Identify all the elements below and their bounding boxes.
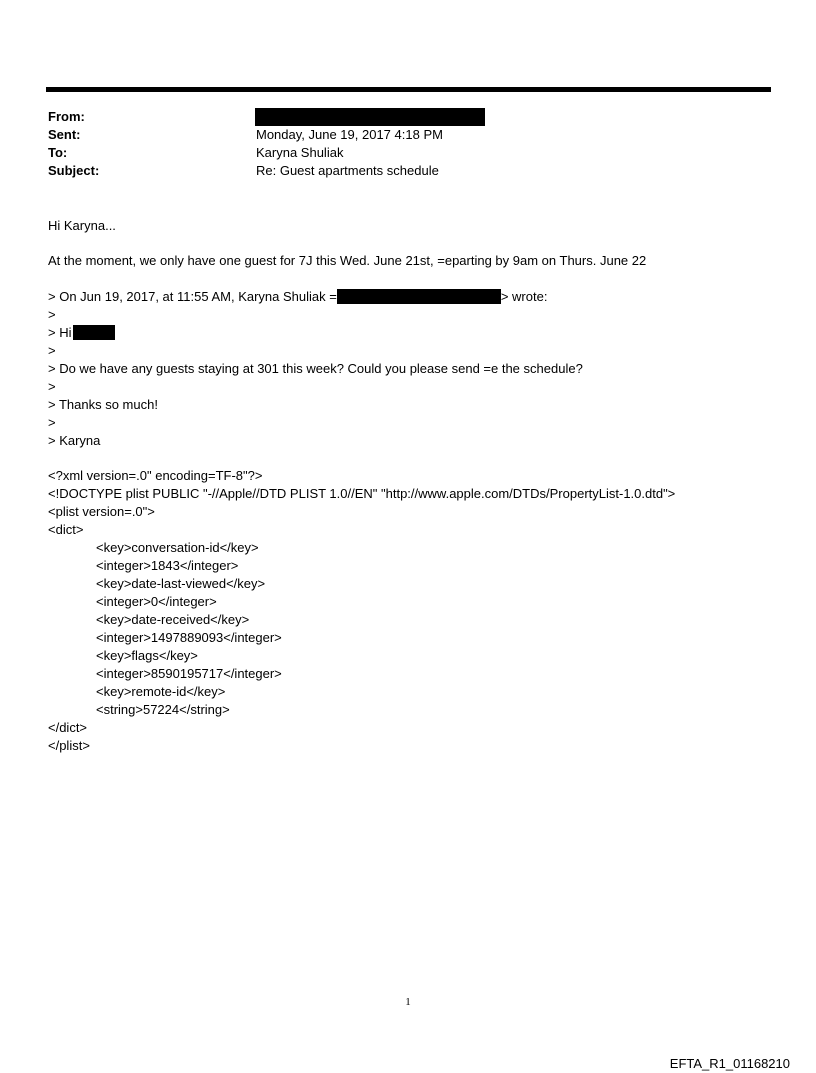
plist-entry: <integer>8590195717</integer> (96, 666, 282, 681)
quote-blank-1: > (48, 307, 56, 322)
quote-thanks: > Thanks so much! (48, 397, 158, 412)
page-number: 1 (405, 996, 411, 1008)
message-text: At the moment, we only have one guest for 7J this Wed. June 21st, =eparting by 9am on Thurs. June 22 (48, 253, 647, 268)
quote-intro (48, 289, 547, 305)
plist-entry: <key>date-received</key> (96, 612, 250, 627)
plist-entry: <integer>0</integer> (96, 594, 217, 609)
redacted-from-address (255, 108, 485, 126)
plist-close-tag: </plist> (48, 738, 90, 753)
plist-doctype: <!DOCTYPE plist PUBLIC "-//Apple//DTD PLIST 1.0//EN" "http://www.apple.com/DTDs/PropertyList-1.0.dtd"> (48, 486, 676, 501)
quote-hi-text: > Hi (48, 325, 72, 340)
quote-blank-3: > (48, 379, 56, 394)
plist-entry: <key>remote-id</key> (96, 684, 226, 699)
plist-entry: <integer>1497889093</integer> (96, 630, 282, 645)
to-value: Karyna Shuliak (256, 145, 344, 160)
dict-close-tag: </dict> (48, 720, 88, 735)
plist-xml-declaration: <?xml version=.0" encoding=TF-8"?> (48, 468, 263, 483)
quote-sign: > Karyna (48, 433, 101, 448)
quote-question: > Do we have any guests staying at 301 this week? Could you please send =e the schedule? (48, 361, 583, 376)
redacted-email-address (337, 289, 501, 304)
plist-entry: <key>date-last-viewed</key> (96, 576, 266, 591)
dict-open-tag: <dict> (48, 522, 84, 537)
quote-blank-2: > (48, 343, 56, 358)
quote-intro-before: > On Jun 19, 2017, at 11:55 AM, Karyna Shuliak = (48, 289, 337, 304)
document-id: EFTA_R1_01168210 (669, 1056, 790, 1071)
plist-entry: <string>57224</string> (96, 702, 230, 717)
quote-intro-after: > wrote: (500, 289, 548, 304)
plist-entry: <integer>1843</integer> (96, 558, 239, 573)
plist-entry: <key>flags</key> (96, 648, 198, 663)
plist-entry: <key>conversation-id</key> (96, 540, 259, 555)
header-rule (46, 87, 771, 92)
subject-value: Re: Guest apartments schedule (256, 163, 439, 178)
subject-label: Subject: (48, 163, 100, 178)
from-label: From: (48, 109, 85, 124)
to-label: To: (48, 145, 68, 160)
sent-value: Monday, June 19, 2017 4:18 PM (256, 127, 443, 142)
quote-hi (48, 325, 115, 341)
redacted-name (73, 325, 115, 340)
greeting: Hi Karyna... (48, 218, 116, 233)
sent-label: Sent: (48, 127, 81, 142)
plist-open-tag: <plist version=.0"> (48, 504, 155, 519)
quote-blank-4: > (48, 415, 56, 430)
